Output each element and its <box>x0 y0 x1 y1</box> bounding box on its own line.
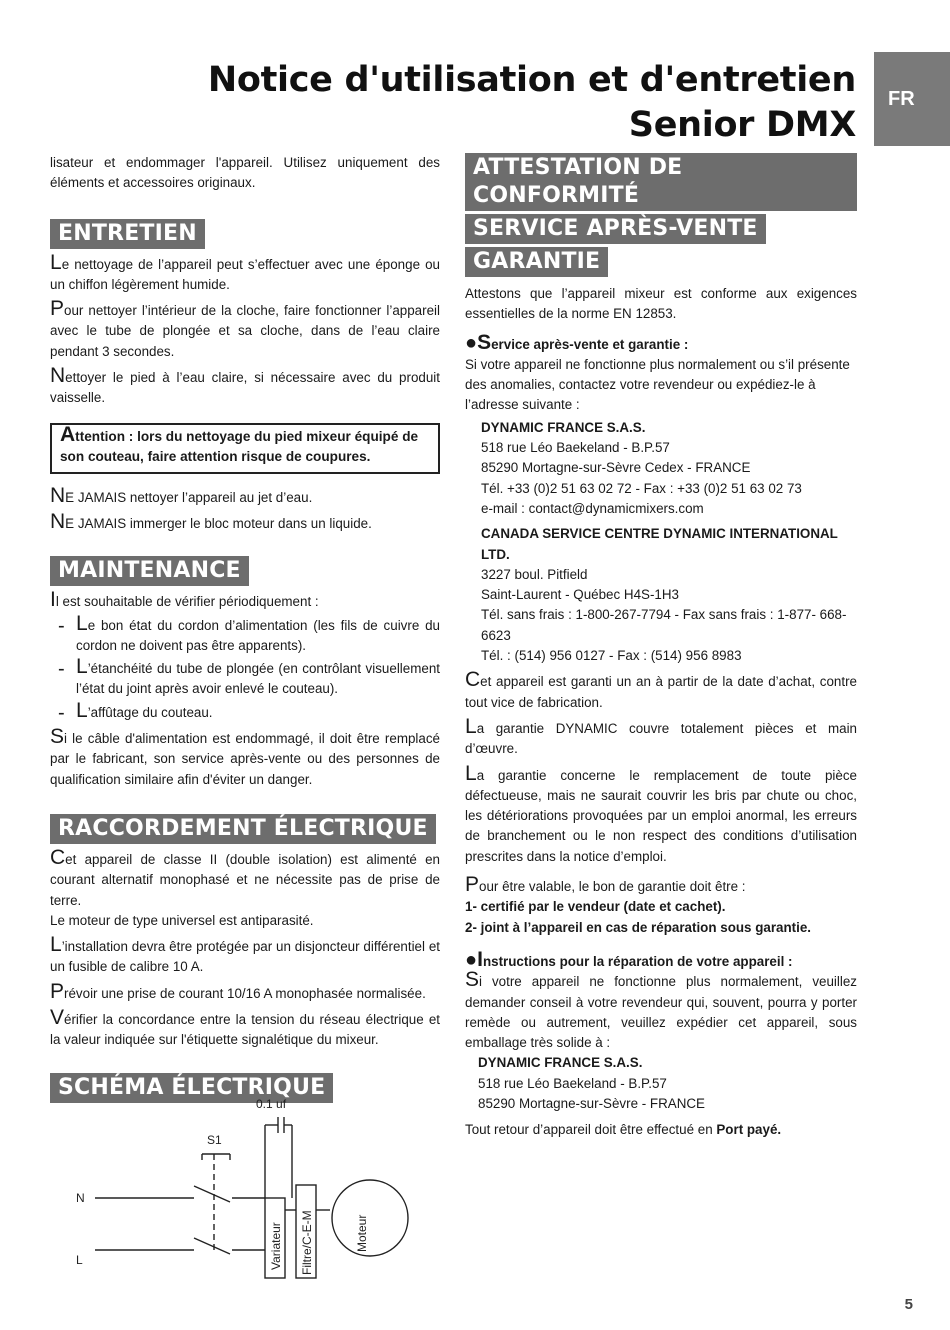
raccordement-p3: Prévoir une prise de courant 10/16 A monophasée normalisée. <box>50 979 426 1003</box>
garantie-cond-2: 2- joint à l’appareil en cas de réparation sous garantie. <box>465 919 812 935</box>
raccordement-p1b: Le moteur de type universel est antiparasité. <box>50 912 314 928</box>
maintenance-intro: Il est souhaitable de vérifier périodiquement : <box>50 588 319 612</box>
return-text: Tout retour d’appareil doit être effectué en Port payé. <box>465 1122 782 1138</box>
attention-box: Attention : lors du nettoyage du pied mixeur équipé de son couteau, faire attention risque de coupures. <box>50 423 440 474</box>
title-line-2: Senior DMX <box>628 105 856 145</box>
raccordement-p4: Vérifier la concordance entre la tension du réseau électrique et la valeur indiquée sur l'étiquette signalétique du mixeur. <box>50 1006 440 1048</box>
variator-label: Variateur <box>269 1222 283 1270</box>
maintenance-heading: MAINTENANCE <box>50 556 249 586</box>
garantie-heading: GARANTIE <box>465 247 608 277</box>
entretien-p4: NE JAMAIS nettoyer l’appareil au jet d’eau. <box>50 483 313 507</box>
page-number: 5 <box>904 1296 913 1313</box>
title-line-1: Notice d'utilisation et d'entretien <box>207 60 856 100</box>
page-title <box>208 58 856 148</box>
entretien-p3: Nettoyer le pied à l’eau claire, si nécessaire avec du produit vaisselle. <box>50 364 440 406</box>
wiring-diagram <box>60 1090 430 1290</box>
sav-heading: SERVICE APRÈS-VENTE <box>465 214 766 244</box>
maintenance-item: - L’étanchéité du tube de plongée (en contrôlant visuellement l’état du joint après avoir enlevé le couteau). <box>58 655 440 697</box>
garantie-p4: Pour être valable, le bon de garantie doit être : <box>465 873 746 897</box>
neutral-label: N <box>76 1191 85 1205</box>
entretien-p1: Le nettoyage de l’appareil peut s’effectuer avec une éponge ou un chiffon légèrement humide. <box>50 250 440 292</box>
entretien-heading: ENTRETIEN <box>50 219 205 249</box>
right-column <box>465 153 857 1141</box>
maintenance-item: - L’affûtage du couteau. <box>58 698 213 724</box>
attestation-text: Attestons que l’appareil mixeur est conforme aux exigences essentielles de la norme EN 12853. <box>465 286 857 322</box>
intro-text: lisateur et endommager l'appareil. Utilisez uniquement des éléments et accessoires originaux. <box>50 155 440 191</box>
attestation-heading: ATTESTATION DE CONFORMITÉ <box>465 153 857 211</box>
right-headings <box>465 153 857 280</box>
address-repair: DYNAMIC FRANCE S.A.S. 518 rue Léo Baekeland - B.P.57 85290 Mortagne-sur-Sèvre - FRANCE <box>478 1055 705 1111</box>
address-canada: CANADA SERVICE CENTRE DYNAMIC INTERNATIONAL LTD. 3227 boul. Pitfield Saint-Laurent - Québec H4S-1H3 Tél. sans frais : 1-800-267-7794 - Fax sans frais : 1-877- 668-6623 Tél. : (514) 956 0127 - Fax : (514) 956 8983 <box>481 526 847 664</box>
maintenance-item: - Le bon état du cordon d’alimentation (les fils de cuivre du cordon ne doivent pas être apparents). <box>58 611 440 653</box>
garantie-p3: La garantie concerne le remplacement de toute pièce défectueuse, mais ne saurait couvrir les bris par chute ou choc, les détériorations provoquées par un emploi anormal, les erreurs de branchement ou le non respect des conditions d’utilisation prescrites dans la notice d’emploi. <box>465 761 857 864</box>
filter-label: Filtre/C-E-M <box>300 1210 314 1275</box>
raccordement-p2: L’installation devra être protégée par un disjoncteur différentiel et un fusible de calibre 10 A. <box>50 933 440 975</box>
motor-label: Moteur <box>355 1214 369 1252</box>
maintenance-p: Si le câble d'alimentation est endommagé, il doit être remplacé par le fabricant, son service après-vente ou des personnes de qualification similaire afin d'éviter un danger. <box>50 725 440 787</box>
repair-p: Si votre appareil ne fonctionne plus normalement, veuillez demander conseil à votre revendeur qui, souvent, pourra y porter remède ou autrement, veuillez expédier cet appareil, sous emballage très solide à : <box>465 968 857 1051</box>
repair-subheading: ●Instructions pour la réparation de votre appareil : <box>465 947 793 971</box>
raccordement-p1: Cet appareil de classe II (double isolation) est alimenté en courant alternatif monophasé et ne nécessite pas de prise de terre. <box>50 845 440 908</box>
line-label: L <box>76 1253 83 1267</box>
sav-intro: Si votre appareil ne fonctionne plus normalement ou s’il présente des anomalies, contactez votre revendeur ou expédiez-le à l’adresse suivante : <box>465 356 850 413</box>
entretien-p2: Pour nettoyer l’intérieur de la cloche, faire fonctionner l’appareil avec le tube de plongée et sa cloche, dans de l’eau claire pendant 3 secondes. <box>50 297 440 359</box>
entretien-p5: NE JAMAIS immerger le bloc moteur dans un liquide. <box>50 509 372 533</box>
switch-label: S1 <box>207 1133 222 1147</box>
sav-subheading: ●Service après-vente et garantie : <box>465 330 689 354</box>
garantie-p1: Cet appareil est garanti un an à partir de la date d’achat, contre tout vice de fabrication. <box>465 668 857 710</box>
address-france: DYNAMIC FRANCE S.A.S. 518 rue Léo Baekeland - B.P.57 85290 Mortagne-sur-Sèvre Cedex - FRANCE Tél. +33 (0)2 51 63 02 72 - Fax : +33 (0)2 51 63 02 73 e-mail : contact@dynamicmixers.com <box>481 419 802 516</box>
language-tab <box>874 52 950 146</box>
raccordement-heading: RACCORDEMENT ÉLECTRIQUE <box>50 814 436 844</box>
garantie-cond-1: 1- certifié par le vendeur (date et cachet). <box>465 899 726 915</box>
capacitor-label: 0.1 uf <box>256 1097 287 1111</box>
schema-heading: SCHÉMA ÉLECTRIQUE <box>50 1073 333 1103</box>
left-column <box>50 153 440 1109</box>
language-label: FR <box>888 88 915 110</box>
garantie-p2: La garantie DYNAMIC couvre totalement pièces et main d’œuvre. <box>465 714 857 757</box>
